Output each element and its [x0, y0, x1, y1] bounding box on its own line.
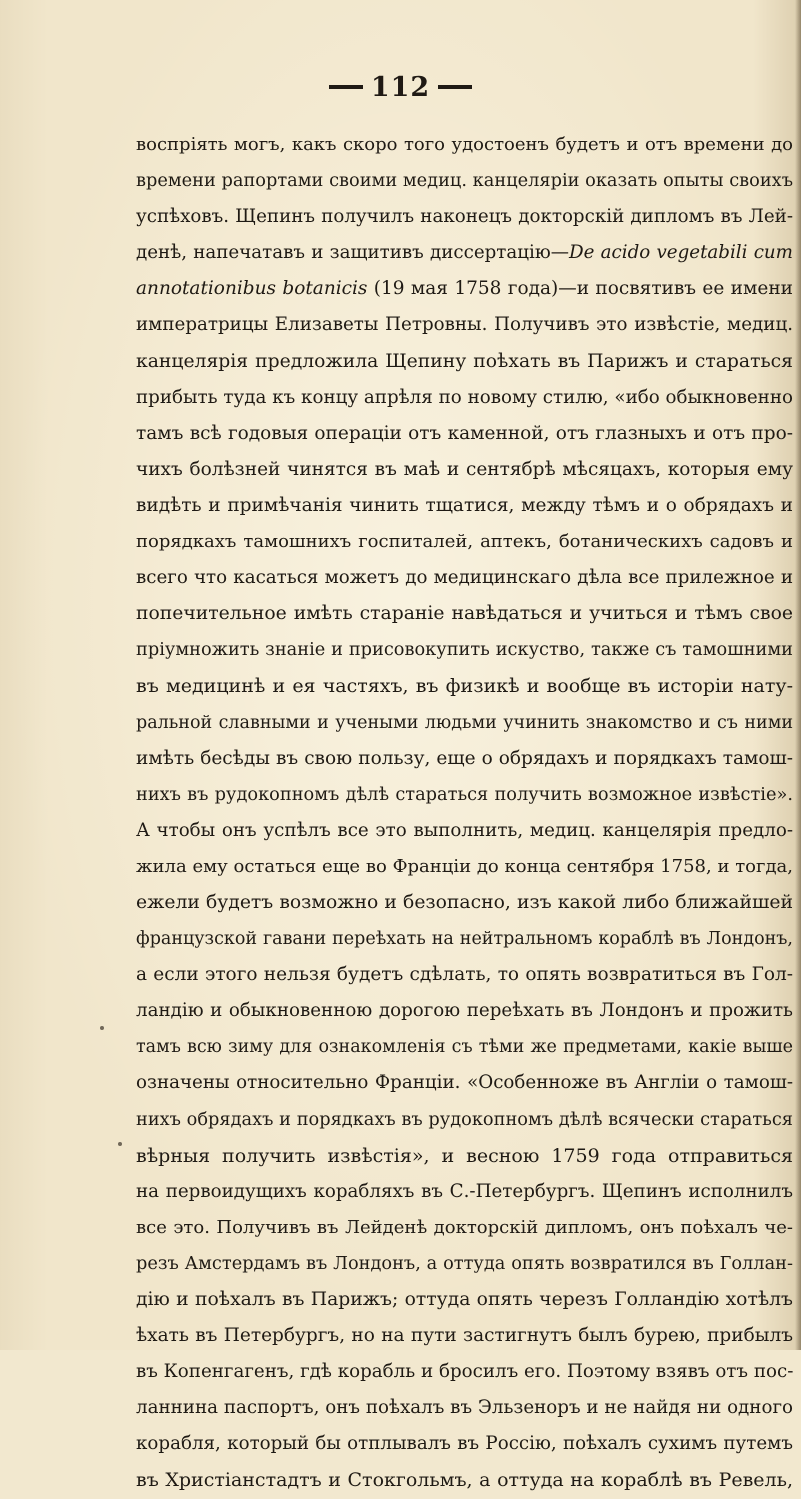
text-line: воспріять могъ, какъ скоро того удостоенъ будетъ и отъ времени до: [136, 134, 793, 155]
text-line: все это. Получивъ въ Лейденѣ докторскій дипломъ, онъ поѣхалъ че-: [136, 1216, 793, 1238]
text-line: нихъ обрядахъ и порядкахъ въ рудокопномъ дѣлѣ всячески стараться: [136, 1109, 793, 1130]
text-line-with-title-end: [136, 271, 793, 307]
page-number-dash-right: [438, 85, 472, 89]
page-edge-shadow: [795, 0, 801, 1350]
ink-speck: [100, 1026, 104, 1030]
text-line: А чтобы онъ успѣлъ все это выполнить, медиц. канцелярія предло-: [136, 819, 793, 841]
text-line: корабля, который бы отплывалъ въ Россію, поѣхалъ сухимъ путемъ: [136, 1433, 793, 1455]
text-line-part: (19 мая 1758 года)—и посвятивъ ее имени: [367, 278, 793, 300]
text-line: попечительное имѣть стараніе навѣдаться и учиться и тѣмъ свое: [136, 603, 793, 625]
ink-speck: [118, 1142, 122, 1146]
text-line: въ Христіанстадтъ и Стокгольмъ, а оттуда на кораблѣ въ Ревель,: [136, 1469, 793, 1492]
page-number-dash-left: [329, 85, 363, 89]
text-line: означены относительно Франціи. «Особенноже въ Англіи о тамош-: [136, 1072, 793, 1094]
text-line: жила ему остаться еще во Франціи до конца сентября 1758, и тогда,: [136, 855, 793, 877]
text-line: ланнина паспортъ, онъ поѣхалъ въ Эльзеноръ и не найдя ни одного: [136, 1397, 793, 1419]
latin-title-part2: annotationibus botanicis: [136, 278, 368, 300]
text-line: имѣть бесѣды въ свою пользу, еще о обрядахъ и порядкахъ тамош-: [136, 747, 793, 769]
text-line: успѣховъ. Щепинъ получилъ наконецъ докторскій дипломъ въ Лей-: [136, 206, 793, 228]
text-line: видѣть и примѣчанія чинить тщатися, между тѣмъ и о обрядахъ и: [136, 494, 793, 516]
text-line-part: денѣ, напечатавъ и защитивъ диссертацію—: [136, 242, 569, 264]
body-text: [136, 127, 793, 1499]
text-line: въ Копенгагенъ, гдѣ корабль и бросилъ его. Поэтому взявъ отъ пос-: [136, 1361, 794, 1383]
latin-title-part1: De acido vegetabili cum: [569, 242, 793, 264]
text-line: порядкахъ тамошнихъ госпиталей, аптекъ, ботаническихъ садовъ и: [136, 531, 793, 553]
page-number-value: 112: [370, 72, 431, 103]
text-line: ежели будетъ возможно и безопасно, изъ какой либо ближайшей: [136, 891, 793, 913]
text-line: ландію и обыкновенною дорогою переѣхать въ Лондонъ и прожить: [136, 1000, 793, 1022]
text-line: ѣхать въ Петербургъ, но на пути застигнутъ былъ бурею, прибылъ: [136, 1325, 793, 1347]
text-line: дію и поѣхалъ въ Парижъ; оттуда опять черезъ Голландію хотѣлъ: [136, 1289, 793, 1310]
text-line: императрицы Елизаветы Петровны. Получивъ это извѣстіе, медиц.: [136, 314, 793, 336]
text-line: нихъ въ рудокопномъ дѣлѣ стараться получить возможное извѣстіе».: [136, 784, 793, 805]
text-line: резъ Амстердамъ въ Лондонъ, а оттуда опять возвратился въ Голлан-: [136, 1253, 793, 1274]
text-line: вѣрныя получить извѣстія», и весною 1759 года отправиться: [136, 1144, 793, 1167]
text-line: ральной славными и учеными людьми учинить знакомство и съ ними: [136, 712, 793, 733]
text-line: пріумножить знаніе и присовокупить искуство, также съ тамошними: [136, 640, 793, 661]
text-line: а если этого нельзя будетъ сдѣлать, то опять возвратиться въ Гол-: [136, 964, 793, 986]
page-number: [0, 70, 801, 106]
text-line: въ медицинѣ и ея частяхъ, въ физикѣ и вообще въ исторіи нату-: [136, 675, 793, 698]
text-line-with-title: [136, 235, 793, 271]
text-line: французской гавани переѣхать на нейтральномъ кораблѣ въ Лондонъ,: [136, 929, 793, 950]
text-line: времени рапортами своими медиц. канцеляріи оказать опыты своихъ: [136, 171, 793, 192]
text-line: канцелярія предложила Щепину поѣхать въ Парижъ и стараться: [136, 350, 793, 372]
text-line: тамъ всѣ годовыя операціи отъ каменной, отъ глазныхъ и отъ про-: [136, 422, 793, 444]
text-line: прибыть туда къ концу апрѣля по новому стилю, «ибо обыкновенно: [136, 386, 793, 408]
text-line: всего что касаться можетъ до медицинскаго дѣла все прилежное и: [136, 567, 793, 589]
text-line: чихъ болѣзней чинятся въ маѣ и сентябрѣ мѣсяцахъ, которыя ему: [136, 458, 793, 480]
text-line: тамъ всю зиму для ознакомленія съ тѣми же предметами, какіе выше: [136, 1037, 793, 1058]
text-line: на первоидущихъ корабляхъ въ С.-Петербургъ. Щепинъ исполнилъ: [136, 1180, 793, 1202]
